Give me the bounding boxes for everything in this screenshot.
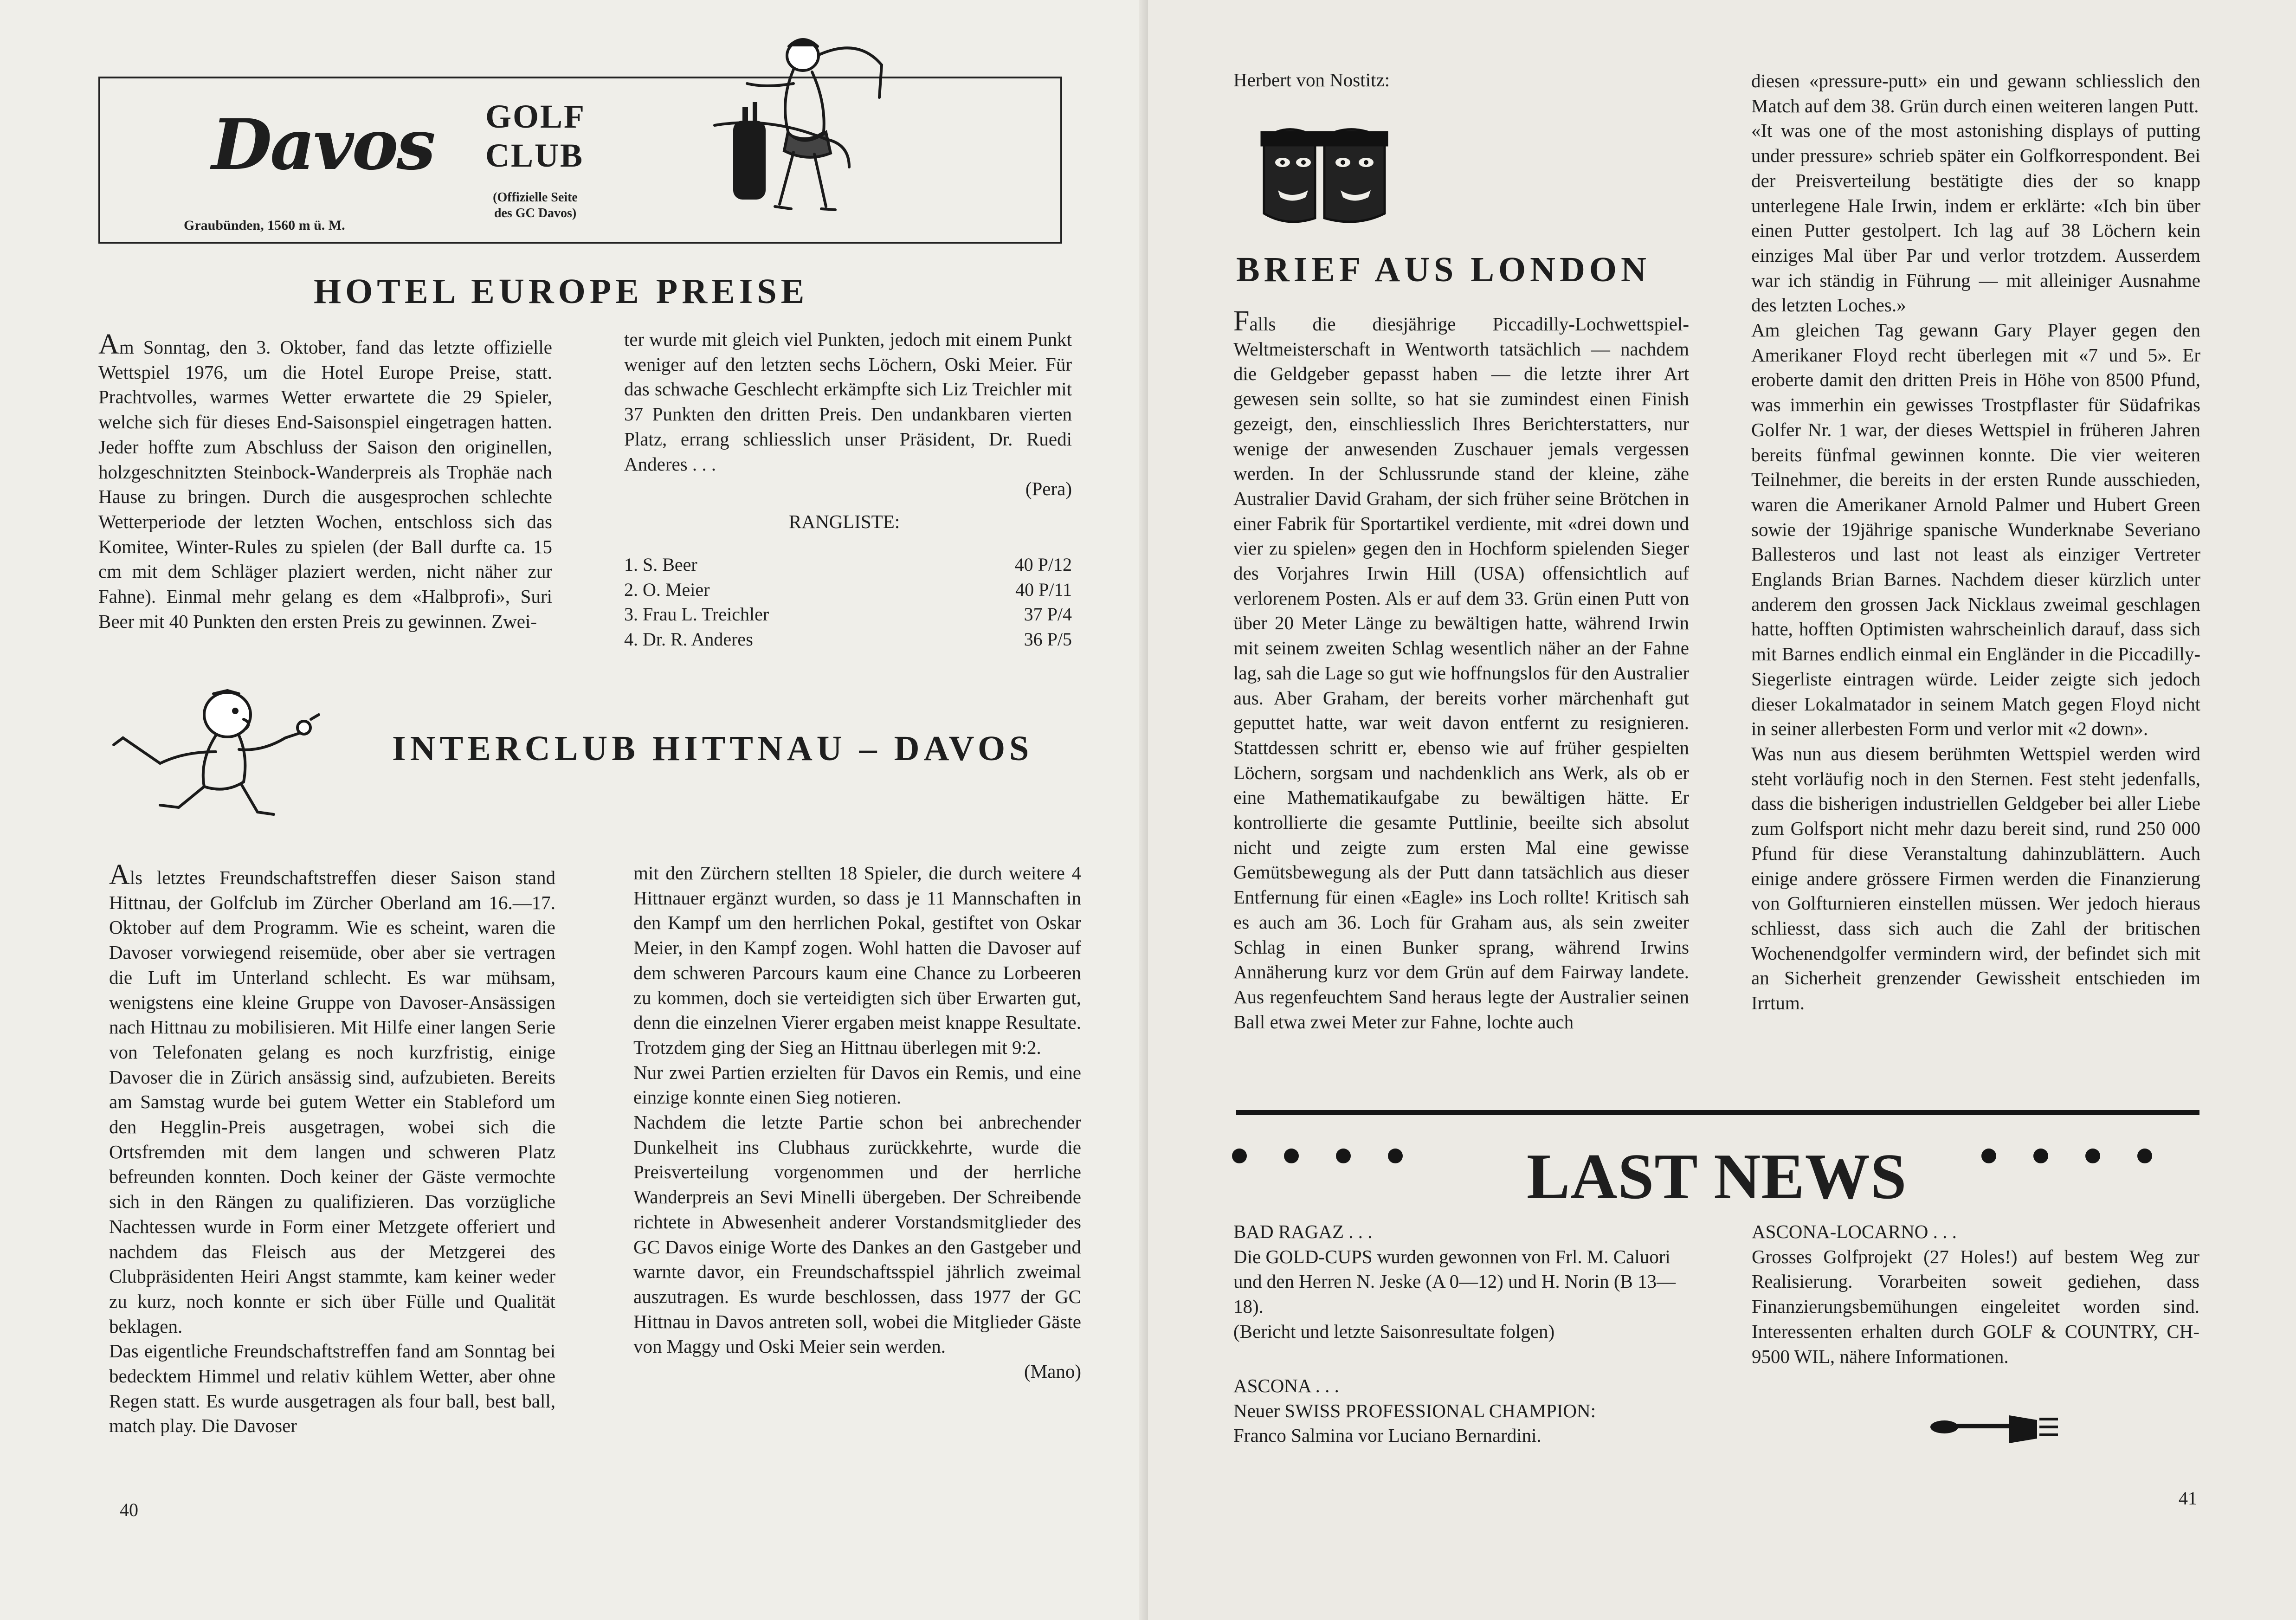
two-faces-illustration-icon — [1245, 111, 1403, 227]
davos-logo: Davos — [212, 104, 434, 186]
article2-column2: mit den Zürchern stellten 18 Spieler, die durch weitere 4 Hittnauer ergänzt wurden, so dass je 11 Mannschaften in den Kampf um den herrlichen Pokal, gestiftet von Oskar Meier, in den Kampf zogen. Wohl hatten die Davoser auf dem schweren Parcours kaum eine Chance zu Lorbeeren zu kommen, doch sie verteidigten sich über Erwarten gut, denn die einzelnen Vierer ergaben meist knappe Resultate. Trotzdem ging der Sieg an Hittnau überlegen mit 9:2. Nur zwei Partien erzielten für Davos ein Remis, und eine einzige konnte einen Sieg notieren. Nachdem die letzte Partie schon bei anbrechender Dunkelheit ins Clubhaus zurückkehrte, wurde die Preisverteilung vorgenommen und der herrliche Wanderpreis an Sevi Minelli übergeben. Der Schreibende richtete in Abwesenheit anderer Vorstandsmitglieder des GC Davos einige Worte des Dankes an den Gastgeber und warnte davor, ein Freundschaftsspiel jährlich zweimal auszutragen. Es wurde beschlossen, dass 1977 der GC Hittnau in Davos antreten soll, wobei die Mitglieder Gäste von Maggy und Oski Meier sein werden. (Mano) — [633, 861, 1081, 1384]
dropcap: A — [98, 329, 119, 360]
author-byline: Herbert von Nostitz: — [1233, 69, 1390, 90]
ranking-row: 3. Frau L. Treichler 37 P/4 — [624, 604, 1072, 625]
running-golfer-icon — [104, 682, 327, 821]
bullet-dot — [2033, 1149, 2048, 1163]
official-page-note: (Offizielle Seite des GC Davos) — [493, 190, 578, 220]
bullet-dot — [2137, 1149, 2152, 1163]
article1-signature: (Pera) — [1025, 478, 1072, 500]
news-item-ascona: ASCONA . . . Neuer SWISS PROFESSIONAL CHAMPION: Franco Salmina vor Luciano Bernardini. — [1233, 1375, 1596, 1446]
article2-signature: (Mano) — [1024, 1361, 1081, 1382]
ranking-title: RANGLISTE: — [789, 511, 900, 532]
article-headline: BRIEF AUS LONDON — [1236, 250, 1651, 289]
article2-headline: INTERCLUB HITTNAU – DAVOS — [392, 729, 1033, 768]
article-column2: diesen «pressure-putt» ein und gewann schliesslich den Match auf dem 38. Grün durch einen weiteren langen Putt. «It was one of the most astonishing displays of putting under pressure» schrieb später ein Golfkorrespondent. Bei der Preisverteilung bestätigte dies der so knapp unterlegene Hale Irwin, indem er erklärte: «Ich bin über einen Putter gestolpert. Ich lag auf 38 Löchern kein einziges Mal über Par und verlor trotzdem. Ausserdem war ich ständig in Führung — mit alleiniger Ausnahme des letzten Loches.» Am gleichen Tag gewann Gary Player gegen den Amerikaner Floyd recht überlegen mit «7 und 5». Er eroberte damit den dritten Preis in Höhe von 8500 Pfund, was immerhin ein gewisses Trostpflaster für Südafrikas Golfer Nr. 1 war, der dieses Wettspiel in früheren Jahren bereits fünfmal gewinnen konnte. Die vier weiteren Teilnehmer, die bereits in der ersten Runde ausschieden, waren die Amerikaner Arnold Palmer und Hubert Green sowie der 19jährige spanische Wunderknabe Severiano Ballesteros und last not least als einziger Vertreter Englands Brian Barnes. Nachdem dieser kürzlich unter anderem den grossen Jack Nicklaus zweimal geschlagen hatte, hofften Optimisten wahrscheinlich darauf, dass sich mit Barnes endlich einmal ein Engländer in die Piccadilly-Siegerliste eintragen würde. Leider zeigte sich jedoch dieser Lokalmatador in seinem Match gegen Floyd nicht in seiner allerbesten Form und verlor mit «2 down». Was nun aus diesem berühmten Wettspiel werden wird steht vorläufig noch in den Sternen. Fest steht jedenfalls, dass die bisherigen industriellen Geldgeber bei aller Liebe zum Golfsport nicht mehr dazu bereit sind, rund 250 000 Pfund für diese Veranstaltung dahinzublättern. Auch einige andere grössere Firmen werden die Finanzierung von Golfturnieren einstellen müssen. Wer jedoch hieraus schliesst, dass sich auch die Zahl der britischen Wochenendgolfer vermindern wird, der befindet sich mit an Sicherheit grenzender Gewissheit entschieden im Irrtum. — [1751, 70, 2200, 1014]
club-location: Graubünden, 1560 m ü. M. — [184, 218, 345, 233]
bullet-dot — [1284, 1149, 1299, 1163]
dropcap: A — [109, 859, 130, 891]
dropcap: F — [1233, 305, 1250, 337]
last-news-title: LAST NEWS — [1527, 1141, 1907, 1213]
article1-column2: ter wurde mit gleich viel Punkten, jedoch mit einem Punkt weniger auf den letzten sechs Löchern, Oski Meier. Für das schwache Geschlecht erkämpfte sich Liz Treichler mit 37 Punkten den dritten Preis. Den undankbaren vierten Platz, errang schliesslich unser Präsident, Dr. Ruedi Anderes . . . (Pera) — [624, 327, 1072, 502]
club-title: GOLF CLUB — [485, 98, 586, 174]
ranking-row: 1. S. Beer 40 P/12 — [624, 554, 1072, 575]
last-news-rule — [1236, 1110, 2199, 1115]
bullet-dot — [1336, 1149, 1351, 1163]
bullet-dot — [2085, 1149, 2100, 1163]
article-column1: Falls die diesjährige Piccadilly-Lochwettspiel-Weltmeisterschaft in Wentworth tatsächlich — nachdem die Geldgeber gepasst haben — die letzte ihrer Art gewesen sein sollte, so hat sie zumindest einen Finish gezeigt, den, einschliesslich Ihres Berichterstatters, nur wenige der anwesenden Zuschauer jemals vergessen werden. In der Schlussrunde stand der kleine, zähe Australier David Graham, der sich früher seine Brötchen in einer Fabrik für Sportartikel verdiente, mit «drei down und vier zu spielen» gegen den in Hochform spielenden Sieger des Vorjahres Irwin Hill (USA) offensichtlich auf verlorenem Posten. Als er auf dem 33. Grün einen Putt von über 20 Meter Länge zu bewältigen hatte, während Irwin mit seinem zweiten Schlag wesentlich näher an der Fahne lag, sah die Lage so gut wie hoffnungslos für den Australier aus. Aber Graham, der bereits vorher märchenhaft gut geputtet hatte, war weit davon entfernt zu resignieren. Stattdessen schritt er, ebenso wie auf früher gespielten Löchern, sorgsam und nachdenklich ans Werk, als ob er eine Mathematikaufgabe zu bewältigen hätte. Er kontrollierte die gesamte Puttlinie, beeilte sich absolut nicht und zeigte zum ersten Mal eine gewisse Gemütsbewegung als der Putt dann tatsächlich aus dieser Entfernung für einen «Eagle» ins Loch rollte! Kritisch sah es auch am 36. Loch für Graham aus, als sein zweiter Schlag in einen Bunker sprang, während Irwins Annäherung kurz vor dem Grün auf dem Fairway landete. Aus regenfeuchtem Sand heraus legte der Australier seinen Ball etwa zwei Meter zur Fahne, lochte auch — [1233, 305, 1689, 1033]
page-number: 40 — [120, 1499, 138, 1520]
left-dots — [1232, 1149, 1403, 1163]
club-header — [98, 77, 1062, 244]
bullet-dot — [1388, 1149, 1403, 1163]
article1-column1: Am Sonntag, den 3. Oktober, fand das letzte offizielle Wettspiel 1976, um die Hotel Europe Preise, statt. Prachtvolles, warmes Wetter erwartete die 29 Spieler, welche sich für dieses End-Saisonspiel eingetragen hatten. Jeder hoffte zum Abschluss der Saison den originellen, holzgeschnitzten Steinbock-Wanderpreis als Trophäe nach Hause zu bringen. Durch die ausgesprochen schlechte Wetterperiode der letzten Wochen, entschloss sich das Komitee, Winter-Rules zu spielen (der Ball durfte ca. 15 cm mit dem Schläger plaziert werden, nicht näher zur Fahne). Einmal mehr gelang es dem «Halbprofi», Suri Beer mit 40 Punkten den ersten Preis zu gewinnen. Zwei- — [98, 329, 552, 632]
article2-column1: Als letztes Freundschaftstreffen dieser Saison stand Hittnau, der Golfclub im Zürcher Oberland am 16.—17. Oktober auf dem Programm. Wie es scheint, waren die Davoser vorwiegend reisemüde, ober aber sie vertragen die Luft im Unterland schlecht. Es war mühsam, wenigstens eine kleine Gruppe von Davoser-Ansässigen nach Hittnau zu mobilisieren. Mit Hilfe einer langen Serie von Telefonaten gelang es noch kurzfristig, einige Davoser die in Zürich ansässig sind, aufzubieten. Bereits am Samstag wurde bei gutem Wetter ein Stableford um den Hegglin-Preis ausgetragen, wobei sich die Ortsfremden mit dem langen und schweren Platz befreunden konnten. Doch keiner der Gäste vermochte sich in den Rängen zu qualifizieren. Das vorzügliche Nachtessen wurde in Form einer Metzgete offeriert und nachdem das Fleisch aus der Metzgerei des Clubpräsidenten Heiri Angst stammte, kam keiner weder zu kurz, noch konnte er sich über Fülle und Qualität beklagen. Das eigentliche Freundschaftstreffen fand am Sonntag bei bedecktem Himmel und relativ kühlem Wetter, aber ohne Regen statt. Es wurde ausgetragen als four ball, best ball, match play. Die Davoser — [109, 859, 555, 1437]
news-item-ascona-locarno: ASCONA-LOCARNO . . . Grosses Golfprojekt (27 Holes!) auf bestem Weg zur Realisierung. Vorarbeiten soweit gediehen, dass Finanzierungsbemühungen eingeleitet worden sind. Interessenten erhalten durch GOLF & COUNTRY, CH-9500 WIL, nähere Informationen. — [1752, 1221, 2199, 1367]
golf-ornament-icon — [1926, 1406, 2060, 1448]
ranking-row: 2. O. Meier 40 P/11 — [624, 579, 1072, 600]
news-item-bad-ragaz: BAD RAGAZ . . . Die GOLD-CUPS wurden gewonnen von Frl. M. Caluori und den Herren N. Jeske (A 0—12) und H. Norin (B 13—18). (Bericht und letzte Saisonresultate folgen) — [1233, 1221, 1676, 1342]
ranking-row: 4. Dr. R. Anderes 36 P/5 — [624, 629, 1072, 650]
page-number: 41 — [2179, 1488, 2197, 1509]
article1-headline: HOTEL EUROPE PREISE — [314, 272, 809, 311]
ranking-list — [624, 552, 1072, 652]
right-dots — [1981, 1149, 2152, 1163]
bullet-dot — [1981, 1149, 1996, 1163]
bullet-dot — [1232, 1149, 1247, 1163]
golfer-caricature-icon — [696, 28, 900, 227]
